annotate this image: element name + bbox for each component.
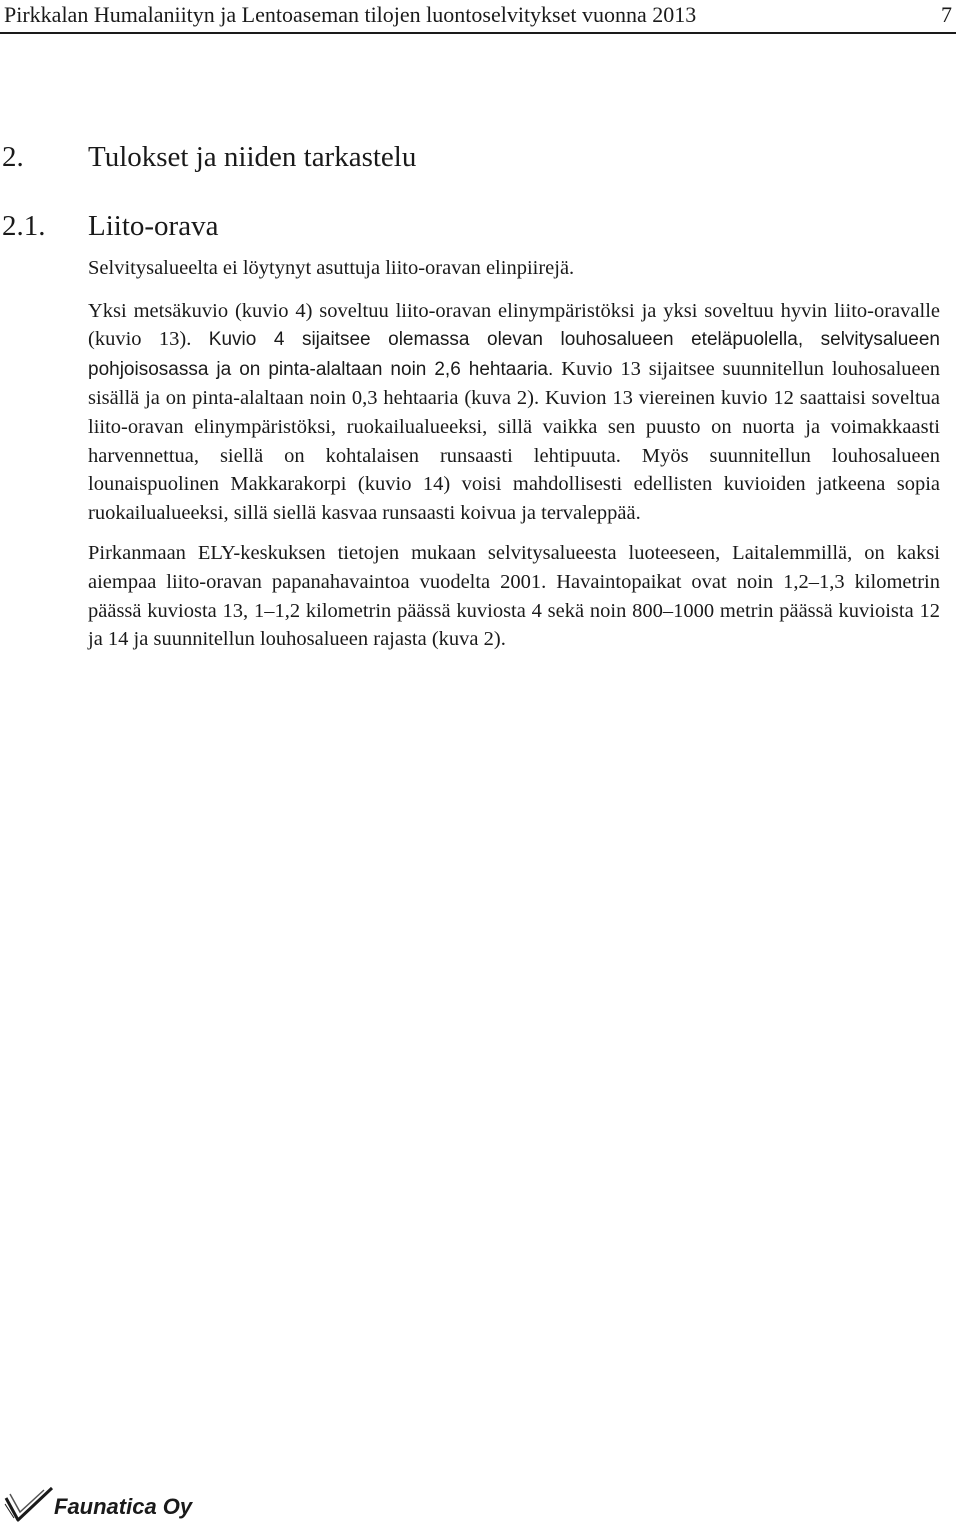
section-title: Tulokset ja niiden tarkastelu [88, 141, 417, 173]
logo-mark-icon [4, 1484, 56, 1524]
section-heading [2, 139, 416, 175]
paragraph-2 [88, 297, 940, 528]
header-title: Pirkkalan Humalaniityn ja Lentoaseman tilojen luontoselvitykset vuonna 2013 [4, 2, 697, 27]
paragraph-1: Selvitysalueelta ei löytynyt asuttuja liito-oravan elinpiirejä. [88, 257, 575, 279]
paragraph-3: Pirkanmaan ELY-keskuksen tietojen mukaan selvitysalueesta luoteeseen, Laitalemmillä, on kaksi aiempaa liito-oravan papanahavaintoa vuodelta 2001. Havaintopaikat ovat noin 1,2–1,3 kilometrin päässä kuviosta 13, 1–1,2 kilometrin päässä kuviosta 4 sekä noin 800–1000 metrin päässä kuvioista 12 ja 14 ja suunnitellun louhosalueen rajasta (kuva 2). [88, 542, 940, 651]
logo-text: Faunatica Oy [54, 1494, 193, 1519]
company-logo [4, 1484, 204, 1524]
subsection-title: Liito-orava [88, 210, 219, 242]
page-header [0, 0, 956, 34]
subsection-number: 2.1. [2, 210, 46, 242]
section-number: 2. [2, 141, 24, 173]
paragraph-2-part-c: Kuvio 13 sijaitsee suunnitellun louhosalueen sisällä ja on pinta-alaltaan noin 0,3 hehtaaria (kuva 2). Kuvion 13 viereinen kuvio 12 saattaisi soveltua liito-oravan elinympäristöksi, ruokailualueeksi, sillä vaikka sen puusto on nuorta ja voimakkaasti harvennettua, siellä on kohtalaisen runsaasti lehtipuuta. Myös suunnitellun louhosalueen lounaispuolinen Makkarakorpi (kuvio 14) voisi mahdollisesti edellisten kuvioiden jatkeena sopia ruokailualueeksi, sillä siellä kasvaa runsaasti koivua ja tervaleppää. [88, 357, 940, 524]
paragraph-2-part-a: Yksi metsäkuvio (kuvio 4) soveltuu liito-oravan elinympäristöksi ja yksi soveltuu hyvin liito-oravalle (kuvio 13). [88, 299, 940, 351]
paragraph-2-part-b: Kuvio 4 sijaitsee olemassa olevan louhosalueen eteläpuolella, selvitysalueen pohjoisosassa ja on pinta-alaltaan noin 2,6 hehtaaria. [88, 329, 940, 380]
body-text [88, 254, 940, 666]
page-number: 7 [941, 2, 952, 27]
subsection-heading [2, 208, 218, 244]
